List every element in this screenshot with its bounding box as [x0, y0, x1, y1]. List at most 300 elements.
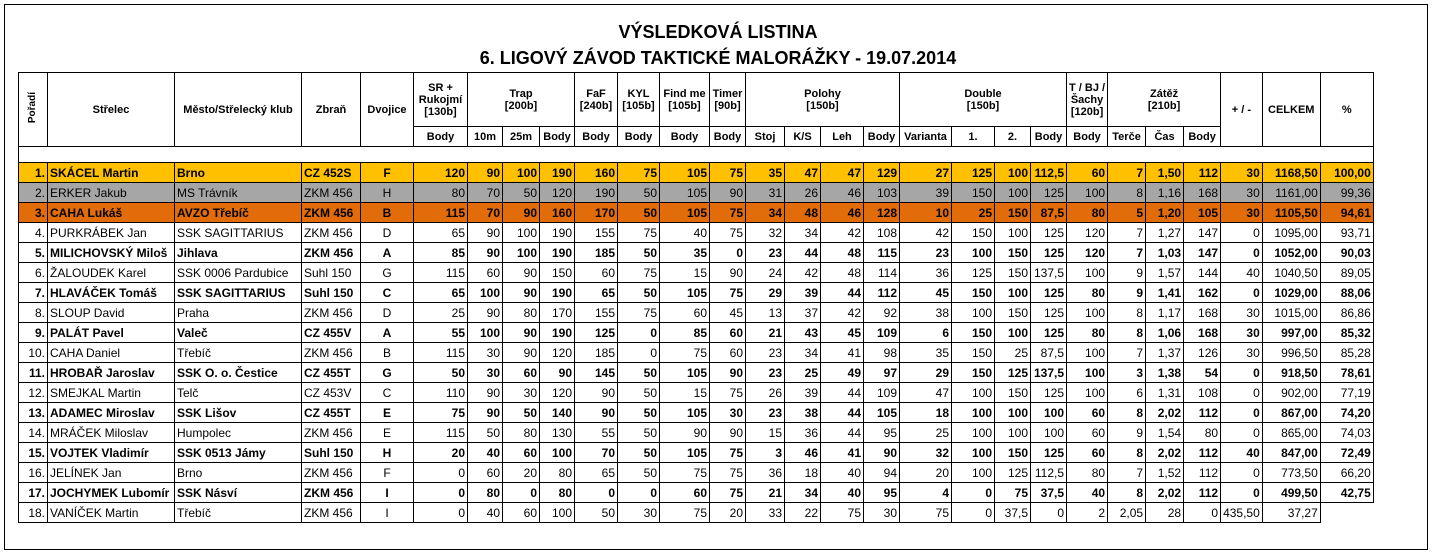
table-cell: 95: [864, 483, 900, 503]
table-cell: 115: [864, 243, 900, 263]
table-cell: 55: [414, 323, 468, 343]
table-cell: MILICHOVSKÝ Miloš: [48, 243, 175, 263]
table-cell: 1161,00: [1262, 183, 1320, 203]
table-cell: 50: [575, 503, 618, 523]
table-cell: 48: [785, 203, 821, 223]
table-cell: 75: [618, 223, 660, 243]
table-cell: 150: [995, 243, 1031, 263]
col-celkem: CELKEM: [1262, 73, 1320, 147]
table-cell: 1,38: [1146, 363, 1184, 383]
table-cell: 60: [468, 463, 503, 483]
col-double: Double [150b]: [900, 73, 1067, 127]
table-cell: CAHA Lukáš: [48, 203, 175, 223]
table-cell: 190: [540, 243, 575, 263]
table-row: [19, 503, 1374, 523]
table-cell: 30: [1221, 343, 1263, 363]
table-cell: 75: [710, 443, 746, 463]
table-cell: 170: [540, 303, 575, 323]
table-cell: 30: [468, 343, 503, 363]
table-cell: 75: [821, 503, 864, 523]
table-cell: 109: [864, 323, 900, 343]
table-cell: 55: [575, 423, 618, 443]
table-cell: 108: [1184, 383, 1221, 403]
table-cell: 7: [1108, 463, 1146, 483]
table-cell: 90,03: [1320, 243, 1373, 263]
table-cell: 40: [468, 443, 503, 463]
table-cell: ZKM 456: [302, 343, 361, 363]
table-cell: 129: [864, 163, 900, 183]
table-cell: 120: [414, 163, 468, 183]
table-cell: ZKM 456: [302, 243, 361, 263]
sub-header-cell: 1.: [952, 127, 995, 147]
table-cell: 89,05: [1320, 263, 1373, 283]
table-cell: 43: [785, 323, 821, 343]
col-pct: %: [1320, 73, 1373, 147]
table-cell: 75: [710, 223, 746, 243]
table-cell: 100: [995, 223, 1031, 243]
table-cell: 28: [1146, 503, 1184, 523]
table-cell: 80: [1067, 283, 1108, 303]
table-cell: 75: [710, 383, 746, 403]
table-cell: 35: [660, 243, 710, 263]
table-cell: 37: [785, 303, 821, 323]
table-cell: 190: [540, 323, 575, 343]
table-cell: 160: [540, 203, 575, 223]
table-cell: Třebíč: [175, 503, 302, 523]
table-cell: ZKM 456: [302, 303, 361, 323]
table-cell: 160: [575, 163, 618, 183]
table-cell: 100: [952, 383, 995, 403]
table-cell: 65: [575, 283, 618, 303]
table-cell: 100: [952, 423, 995, 443]
table-cell: 125: [1031, 223, 1067, 243]
table-cell: 75: [710, 463, 746, 483]
col-zatez: Zátěž [210b]: [1108, 73, 1221, 127]
table-cell: 75: [660, 343, 710, 363]
table-cell: 30: [710, 403, 746, 423]
table-cell: 66,20: [1320, 463, 1373, 483]
table-cell: 90: [468, 383, 503, 403]
sub-header-cell: Body: [1067, 127, 1108, 147]
table-row: [19, 243, 1374, 263]
table-cell: 7: [1108, 163, 1146, 183]
table-cell: 26: [746, 383, 785, 403]
table-cell: 1,20: [1146, 203, 1184, 223]
table-cell: 150: [995, 383, 1031, 403]
table-cell: 30: [1221, 163, 1263, 183]
table-cell: 2,05: [1108, 503, 1146, 523]
table-cell: 100: [503, 223, 540, 243]
table-cell: 918,50: [1262, 363, 1320, 383]
table-cell: 8: [1108, 303, 1146, 323]
table-cell: 50: [618, 363, 660, 383]
table-cell: 30: [1221, 203, 1263, 223]
table-cell: 0: [1031, 503, 1067, 523]
table-cell: 90: [468, 163, 503, 183]
table-cell: 49: [821, 363, 864, 383]
table-cell: 47: [821, 163, 864, 183]
table-cell: 100: [503, 163, 540, 183]
table-cell: 18.: [19, 503, 48, 523]
table-cell: 40: [821, 483, 864, 503]
table-cell: 44: [785, 243, 821, 263]
table-cell: A: [361, 323, 414, 343]
col-timer: Timer [90b]: [710, 73, 746, 127]
table-cell: 80: [1067, 203, 1108, 223]
table-cell: A: [361, 243, 414, 263]
table-cell: 147: [1184, 243, 1221, 263]
table-cell: 75: [710, 163, 746, 183]
table-cell: 90: [468, 223, 503, 243]
table-cell: E: [361, 423, 414, 443]
table-cell: 0: [503, 483, 540, 503]
table-cell: 100: [995, 423, 1031, 443]
table-cell: 34: [746, 203, 785, 223]
table-cell: 150: [952, 363, 995, 383]
table-cell: 42: [821, 303, 864, 323]
table-cell: 0: [1221, 283, 1263, 303]
table-cell: 29: [900, 363, 952, 383]
table-cell: 90: [575, 403, 618, 423]
table-cell: AVZO Třebíč: [175, 203, 302, 223]
table-row: [19, 323, 1374, 343]
table-row: [19, 303, 1374, 323]
table-cell: 60: [575, 263, 618, 283]
table-cell: 2,02: [1146, 403, 1184, 423]
table-cell: 150: [540, 263, 575, 283]
table-cell: 45: [710, 303, 746, 323]
sub-header-cell: Body: [540, 127, 575, 147]
table-cell: 48: [821, 263, 864, 283]
table-cell: CZ 455T: [302, 363, 361, 383]
table-cell: 75: [414, 403, 468, 423]
table-cell: 8: [1108, 403, 1146, 423]
sub-header-cell: K/S: [785, 127, 821, 147]
table-cell: 60: [503, 503, 540, 523]
table-cell: 3.: [19, 203, 48, 223]
table-cell: Suhl 150: [302, 283, 361, 303]
table-cell: VOJTEK Vladimír: [48, 443, 175, 463]
table-cell: 48: [821, 243, 864, 263]
table-cell: 5.: [19, 243, 48, 263]
table-cell: 7: [1108, 243, 1146, 263]
table-cell: 15: [660, 263, 710, 283]
table-cell: ZKM 456: [302, 203, 361, 223]
table-cell: 97: [864, 363, 900, 383]
table-cell: 1,31: [1146, 383, 1184, 403]
table-cell: JELÍNEK Jan: [48, 463, 175, 483]
table-cell: 60: [503, 443, 540, 463]
table-cell: 10: [900, 203, 952, 223]
sub-header-cell: Body: [618, 127, 660, 147]
table-cell: 125: [1031, 443, 1067, 463]
table-cell: 39: [785, 283, 821, 303]
table-cell: 36: [900, 263, 952, 283]
table-cell: 115: [414, 423, 468, 443]
table-cell: 80: [540, 483, 575, 503]
table-cell: 36: [746, 463, 785, 483]
table-cell: 9: [1108, 423, 1146, 443]
table-cell: 75: [660, 463, 710, 483]
table-cell: 80: [540, 463, 575, 483]
table-cell: 100: [1031, 423, 1067, 443]
table-cell: 109: [864, 383, 900, 403]
table-cell: 6: [900, 323, 952, 343]
table-cell: 1,41: [1146, 283, 1184, 303]
table-cell: 50: [618, 183, 660, 203]
table-cell: 867,00: [1262, 403, 1320, 423]
table-cell: 170: [575, 203, 618, 223]
table-cell: 125: [1031, 303, 1067, 323]
table-cell: 29: [746, 283, 785, 303]
table-cell: 40: [821, 463, 864, 483]
table-cell: 4: [900, 483, 952, 503]
table-cell: 125: [995, 463, 1031, 483]
table-cell: 42: [900, 223, 952, 243]
table-cell: 108: [864, 223, 900, 243]
table-cell: 1,50: [1146, 163, 1184, 183]
sub-header-cell: Body: [864, 127, 900, 147]
table-cell: 38: [900, 303, 952, 323]
table-cell: 5: [1108, 203, 1146, 223]
table-cell: 155: [575, 223, 618, 243]
table-cell: 3: [746, 443, 785, 463]
table-cell: 7: [1108, 343, 1146, 363]
sub-header-cell: Terče: [1108, 127, 1146, 147]
table-cell: 120: [540, 343, 575, 363]
table-cell: SSK 0006 Pardubice: [175, 263, 302, 283]
table-cell: 22: [785, 503, 821, 523]
table-cell: 72,49: [1320, 443, 1373, 463]
table-cell: 168: [1184, 323, 1221, 343]
table-cell: 115: [414, 203, 468, 223]
sub-header-cell: Body: [414, 127, 468, 147]
table-cell: 50: [503, 403, 540, 423]
table-cell: 115: [414, 343, 468, 363]
table-cell: 90: [468, 303, 503, 323]
sub-header-cell: Stoj: [746, 127, 785, 147]
table-cell: 100: [995, 403, 1031, 423]
table-cell: PURKRÁBEK Jan: [48, 223, 175, 243]
table-cell: 25: [900, 423, 952, 443]
table-cell: Humpolec: [175, 423, 302, 443]
col-zbran: Zbraň: [302, 73, 361, 147]
table-cell: 168: [1184, 183, 1221, 203]
table-cell: 0: [618, 483, 660, 503]
table-cell: 88,06: [1320, 283, 1373, 303]
table-cell: JOCHYMEK Lubomír: [48, 483, 175, 503]
table-cell: 46: [785, 443, 821, 463]
table-cell: 90: [710, 423, 746, 443]
table-cell: 8: [1108, 483, 1146, 503]
table-cell: 105: [1184, 203, 1221, 223]
table-cell: 100: [952, 443, 995, 463]
table-cell: 100: [995, 183, 1031, 203]
table-cell: 0: [414, 463, 468, 483]
table-cell: ZKM 456: [302, 223, 361, 243]
table-cell: 0: [1221, 483, 1263, 503]
table-cell: 37,5: [1031, 483, 1067, 503]
table-row: [19, 343, 1374, 363]
table-cell: 100: [1067, 303, 1108, 323]
table-cell: MRÁČEK Miloslav: [48, 423, 175, 443]
table-cell: 80: [503, 423, 540, 443]
table-cell: 105: [660, 403, 710, 423]
table-cell: 0: [618, 343, 660, 363]
table-cell: CZ 453V: [302, 383, 361, 403]
table-cell: 1,06: [1146, 323, 1184, 343]
table-cell: 75: [900, 503, 952, 523]
table-cell: 44: [821, 283, 864, 303]
table-cell: 90: [503, 343, 540, 363]
table-cell: 6: [1108, 383, 1146, 403]
table-cell: 70: [468, 183, 503, 203]
table-cell: 90: [660, 423, 710, 443]
table-cell: 105: [660, 183, 710, 203]
table-cell: SSK Lišov: [175, 403, 302, 423]
table-cell: 85,32: [1320, 323, 1373, 343]
table-cell: 100: [1067, 263, 1108, 283]
table-cell: 120: [1067, 223, 1108, 243]
table-cell: CAHA Daniel: [48, 343, 175, 363]
table-cell: 8: [1108, 183, 1146, 203]
table-cell: D: [361, 303, 414, 323]
table-cell: 6.: [19, 263, 48, 283]
table-cell: H: [361, 183, 414, 203]
table-cell: 60: [1067, 163, 1108, 183]
table-row: [19, 443, 1374, 463]
table-cell: 80: [1067, 323, 1108, 343]
table-cell: 50: [618, 403, 660, 423]
table-cell: 36: [785, 423, 821, 443]
table-cell: 54: [1184, 363, 1221, 383]
col-poradi: Pořadí: [19, 73, 48, 147]
table-cell: 103: [864, 183, 900, 203]
table-cell: 90: [503, 323, 540, 343]
sub-header-cell: Body: [1031, 127, 1067, 147]
table-cell: 87,5: [1031, 343, 1067, 363]
table-cell: 112: [1184, 483, 1221, 503]
table-cell: 100: [540, 443, 575, 463]
table-cell: 74,03: [1320, 423, 1373, 443]
table-cell: 75: [710, 283, 746, 303]
table-cell: 30: [503, 383, 540, 403]
table-cell: 80: [1184, 423, 1221, 443]
table-cell: 21: [746, 483, 785, 503]
table-cell: 0: [575, 483, 618, 503]
table-cell: PALÁT Pavel: [48, 323, 175, 343]
table-cell: 145: [575, 363, 618, 383]
table-cell: 125: [1031, 323, 1067, 343]
table-cell: 50: [618, 283, 660, 303]
table-cell: 100: [1067, 343, 1108, 363]
table-cell: 150: [952, 223, 995, 243]
page-title: VÝSLEDKOVÁ LISTINA: [618, 22, 818, 42]
table-cell: 1052,00: [1262, 243, 1320, 263]
table-cell: 105: [660, 283, 710, 303]
table-cell: 80: [1067, 463, 1108, 483]
sub-header-cell: 10m: [468, 127, 503, 147]
table-cell: 34: [785, 343, 821, 363]
table-cell: Suhl 150: [302, 443, 361, 463]
table-cell: I: [361, 483, 414, 503]
table-cell: Brno: [175, 463, 302, 483]
table-cell: F: [361, 463, 414, 483]
table-row: [19, 363, 1374, 383]
table-cell: 20: [414, 443, 468, 463]
table-cell: 4.: [19, 223, 48, 243]
table-cell: 997,00: [1262, 323, 1320, 343]
table-cell: 90: [503, 203, 540, 223]
table-cell: 30: [1221, 303, 1263, 323]
table-cell: 9: [1108, 283, 1146, 303]
table-cell: Valeč: [175, 323, 302, 343]
table-cell: 112,5: [1031, 463, 1067, 483]
table-cell: 90: [710, 183, 746, 203]
table-cell: 100: [1031, 403, 1067, 423]
table-cell: 0: [414, 503, 468, 523]
table-cell: 190: [575, 183, 618, 203]
table-cell: 77,19: [1320, 383, 1373, 403]
table-cell: 114: [864, 263, 900, 283]
table-cell: 50: [618, 383, 660, 403]
table-row: [19, 383, 1374, 403]
table-cell: 0: [710, 243, 746, 263]
table-cell: H: [361, 443, 414, 463]
table-cell: 47: [785, 163, 821, 183]
sub-header-cell: 2.: [995, 127, 1031, 147]
table-cell: 65: [414, 223, 468, 243]
table-cell: 50: [618, 463, 660, 483]
table-cell: 34: [785, 223, 821, 243]
table-cell: Suhl 150: [302, 263, 361, 283]
table-cell: 13: [746, 303, 785, 323]
table-cell: 1,54: [1146, 423, 1184, 443]
table-cell: 32: [746, 223, 785, 243]
table-cell: 847,00: [1262, 443, 1320, 463]
table-cell: 90: [503, 283, 540, 303]
table-cell: B: [361, 203, 414, 223]
table-cell: 125: [1031, 383, 1067, 403]
table-cell: 20: [503, 463, 540, 483]
table-cell: 125: [575, 323, 618, 343]
table-cell: F: [361, 163, 414, 183]
table-cell: 1040,50: [1262, 263, 1320, 283]
table-cell: 10.: [19, 343, 48, 363]
table-cell: 80: [414, 183, 468, 203]
table-cell: SLOUP David: [48, 303, 175, 323]
table-cell: 150: [952, 323, 995, 343]
table-cell: ZKM 456: [302, 483, 361, 503]
table-cell: 126: [1184, 343, 1221, 363]
table-cell: 27: [900, 163, 952, 183]
table-cell: 125: [952, 163, 995, 183]
table-cell: 47: [900, 383, 952, 403]
table-cell: 1.: [19, 163, 48, 183]
table-cell: Praha: [175, 303, 302, 323]
table-cell: SSK SAGITTARIUS: [175, 283, 302, 303]
table-cell: 46: [821, 203, 864, 223]
table-cell: 150: [995, 443, 1031, 463]
table-cell: 25: [952, 203, 995, 223]
table-cell: 90: [468, 243, 503, 263]
table-cell: 85,28: [1320, 343, 1373, 363]
table-cell: 125: [1031, 183, 1067, 203]
table-cell: 44: [821, 383, 864, 403]
table-cell: 34: [785, 483, 821, 503]
table-cell: 185: [575, 343, 618, 363]
table-cell: CZ 455T: [302, 403, 361, 423]
